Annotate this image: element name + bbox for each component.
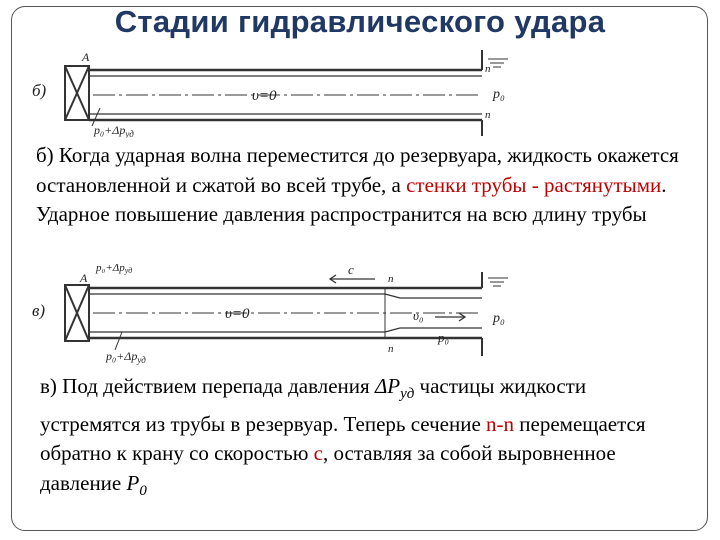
diagram-stage-b — [30, 48, 530, 138]
stage-label: в) — [32, 301, 46, 320]
outflow-pressure-label: p₀ — [438, 330, 450, 345]
section-label-bottom: n — [485, 109, 491, 121]
bottom-pressure-leader — [115, 332, 122, 350]
diagram-stage-v — [30, 260, 530, 370]
reservoir-pressure-label: p₀ — [493, 87, 505, 102]
wave-speed-label: c — [348, 262, 354, 277]
velocity-label: υ=0 — [252, 88, 277, 104]
valve-icon — [65, 285, 89, 341]
point-label: A — [80, 271, 88, 285]
highlight-stretched-walls: стенки трубы - растянутыми — [406, 172, 662, 197]
pressure-label: $p_0+\Delta p_{уд}$ — [94, 123, 134, 138]
section-label-top: n — [485, 63, 491, 75]
top-pressure-label: p₀+Δpуд — [96, 262, 133, 275]
pipe — [89, 70, 482, 120]
section-label-top: n — [388, 273, 394, 285]
stage-label: б) — [32, 81, 47, 100]
velocity-label: υ=0 — [225, 306, 250, 322]
bottom-pressure-label: $p_0+\Delta p_{уд}$ — [106, 349, 146, 365]
highlight-section-nn: n-n — [486, 411, 515, 436]
text-stage-v: в) Под действием перепада давления $\Delta P_{уд}$ частицы жидкости устремятся из трубы в резервуар. Теперь сечение n-n перемещается обратно к крану со скоростью с, оставляя за собой выровненное давление $P_0$ — [40, 374, 646, 499]
valve-icon — [65, 66, 89, 120]
highlight-speed-c: с — [313, 441, 323, 466]
slide-title: Стадии гидравлического удара — [114, 4, 606, 39]
reservoir-pressure-label: p₀ — [493, 311, 505, 326]
point-label: A — [82, 50, 90, 64]
outflow-velocity-label: υ₀ — [413, 308, 424, 323]
section-label-bottom: n — [388, 343, 394, 355]
outflow-arrow-icon — [435, 313, 465, 321]
text-stage-b: б) Когда ударная волна переместится до резервуара, жидкость окажется остановленной и сжатой во всей трубе, а стенки трубы - растянутыми. Ударное повышение давления распространится на всю длину трубы — [36, 143, 679, 226]
